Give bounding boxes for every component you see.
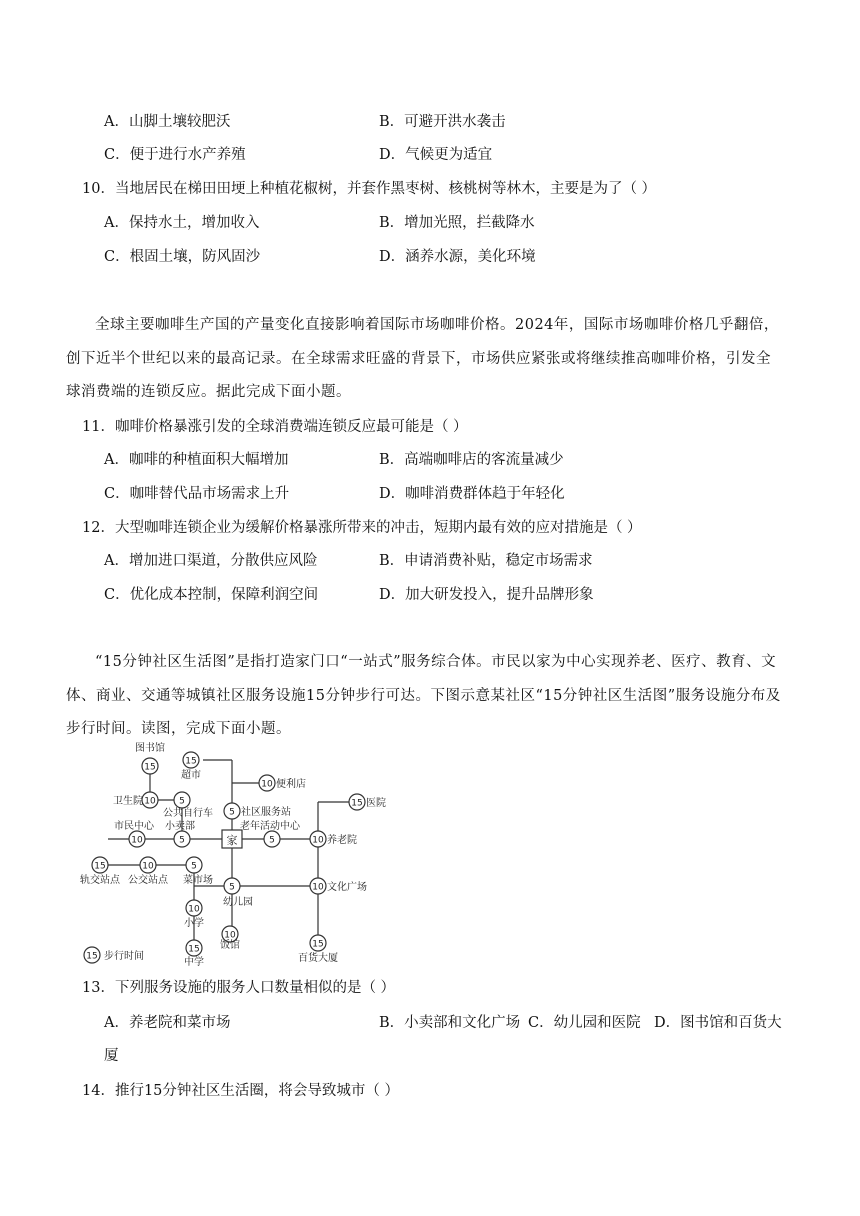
- map-node-label: 幼儿园: [223, 897, 253, 908]
- map-node-label: 老年活动中心: [240, 821, 300, 832]
- map-node-label: 轨交站点: [80, 875, 120, 886]
- map-node-label: 医院: [366, 798, 386, 809]
- q10-stem: 10．当地居民在梯田田埂上种植花椒树，并套作黑枣树、核桃树等林木，主要是为了（ ）: [82, 181, 657, 197]
- q13-option-d-cont: 厦: [104, 1048, 119, 1064]
- map-node-label: 公共自行车: [163, 808, 213, 819]
- map-node-label: 养老院: [327, 835, 357, 846]
- q13-option-b: B．小卖部和文化广场: [379, 1015, 521, 1031]
- map-node-value: 5: [229, 882, 235, 893]
- q11-option-d: D．咖啡消费群体趋于年轻化: [379, 486, 565, 502]
- q10-option-c: C．根固土壤，防风固沙: [104, 249, 261, 265]
- map-node-label: 超市: [181, 770, 201, 781]
- map-node-label: 图书馆: [135, 743, 165, 754]
- map-node-label: 便利店: [276, 779, 306, 790]
- q13-stem: 13．下列服务设施的服务人口数量相似的是（ ）: [82, 980, 396, 996]
- community-life-map: [70, 740, 400, 972]
- legend-label: 步行时间: [104, 951, 144, 962]
- map-node-label: 文化广场: [327, 882, 367, 893]
- map-node-value: 10: [131, 835, 143, 846]
- legend-value: 15: [86, 951, 98, 962]
- q9-option-d: D．气候更为适宜: [379, 147, 493, 163]
- q9-option-a: A．山脚土壤较肥沃: [104, 114, 231, 130]
- map-node-label: 百货大厦: [298, 953, 338, 964]
- map-node-value: 10: [188, 904, 200, 915]
- passage-community: “15分钟社区生活图”是指打造家门口“一站式”服务综合体。市民以家为中心实现养老、医疗、教育、文体、商业、交通等城镇社区服务设施15分钟步行可达。下图示意某社区“15分钟社区生活图”服务设施分布及步行时间。读图，完成下面小题。: [66, 654, 781, 737]
- map-node-value: 15: [94, 861, 106, 872]
- map-node-value: 15: [144, 762, 156, 773]
- passage-coffee: 全球主要咖啡生产国的产量变化直接影响着国际市场咖啡价格。2024年，国际市场咖啡价格几乎翻倍，创下近半个世纪以来的最高记录。在全球需求旺盛的背景下，市场供应紧张或将继续推高咖啡价格，引发全球消费端的连锁反应。据此完成下面小题。: [66, 317, 779, 400]
- map-node-label: 公交站点: [128, 875, 168, 886]
- map-node-value: 10: [261, 779, 273, 790]
- map-node-value: 5: [229, 807, 235, 818]
- map-node-value: 5: [269, 835, 275, 846]
- map-node-value: 15: [351, 798, 363, 809]
- q11-option-a: A．咖啡的种植面积大幅增加: [104, 452, 289, 468]
- map-node-value: 10: [224, 930, 236, 941]
- map-node-label: 社区服务站: [241, 807, 291, 818]
- map-node-value: 15: [312, 939, 324, 950]
- map-node-label: 卫生院: [113, 796, 143, 807]
- q12-option-b: B．申请消费补贴，稳定市场需求: [379, 553, 593, 569]
- q12-option-a: A．增加进口渠道，分散供应风险: [104, 553, 318, 569]
- q12-option-c: C．优化成本控制，保障利润空间: [104, 587, 319, 603]
- q11-option-b: B．高端咖啡店的客流量减少: [379, 452, 564, 468]
- map-node-value: 15: [188, 944, 200, 955]
- home-label: 家: [226, 834, 238, 847]
- map-node-value: 5: [179, 835, 185, 846]
- map-node-label: 菜市场: [183, 875, 213, 886]
- map-node-label: 小学: [184, 918, 204, 929]
- q10-option-d: D．涵养水源，美化环境: [379, 249, 536, 265]
- q10-option-b: B．增加光照，拦截降水: [379, 215, 535, 231]
- map-node-label: 饭馆: [220, 940, 240, 951]
- q13-option-c: C．幼儿园和医院: [528, 1015, 641, 1031]
- q12-stem: 12．大型咖啡连锁企业为缓解价格暴涨所带来的冲击，短期内最有效的应对措施是（ ）: [82, 520, 642, 536]
- q9-option-c: C．便于进行水产养殖: [104, 147, 246, 163]
- map-node-value: 10: [312, 835, 324, 846]
- q14-stem: 14．推行15分钟社区生活圈，将会导致城市（ ）: [82, 1083, 400, 1099]
- q11-option-c: C．咖啡替代品市场需求上升: [104, 486, 290, 502]
- map-node-value: 15: [185, 756, 197, 767]
- q9-option-b: B．可避开洪水袭击: [379, 114, 506, 130]
- q13-option-d: D．图书馆和百货大: [654, 1015, 782, 1031]
- map-node-label: 小卖部: [165, 821, 195, 832]
- q12-option-d: D．加大研发投入，提升品牌形象: [379, 587, 594, 603]
- map-node-value: 5: [191, 861, 197, 872]
- map-node-label: 中学: [184, 957, 204, 968]
- q13-option-a: A．养老院和菜市场: [104, 1015, 231, 1031]
- map-node-value: 10: [312, 882, 324, 893]
- map-roads: [100, 760, 357, 948]
- map-node-label: 市民中心: [114, 821, 154, 832]
- q10-option-a: A．保持水土，增加收入: [104, 215, 260, 231]
- map-node-value: 10: [142, 861, 154, 872]
- map-node-value: 10: [144, 796, 156, 807]
- q11-stem: 11．咖啡价格暴涨引发的全球消费端连锁反应最可能是（ ）: [82, 419, 468, 435]
- map-node-value: 5: [179, 796, 185, 807]
